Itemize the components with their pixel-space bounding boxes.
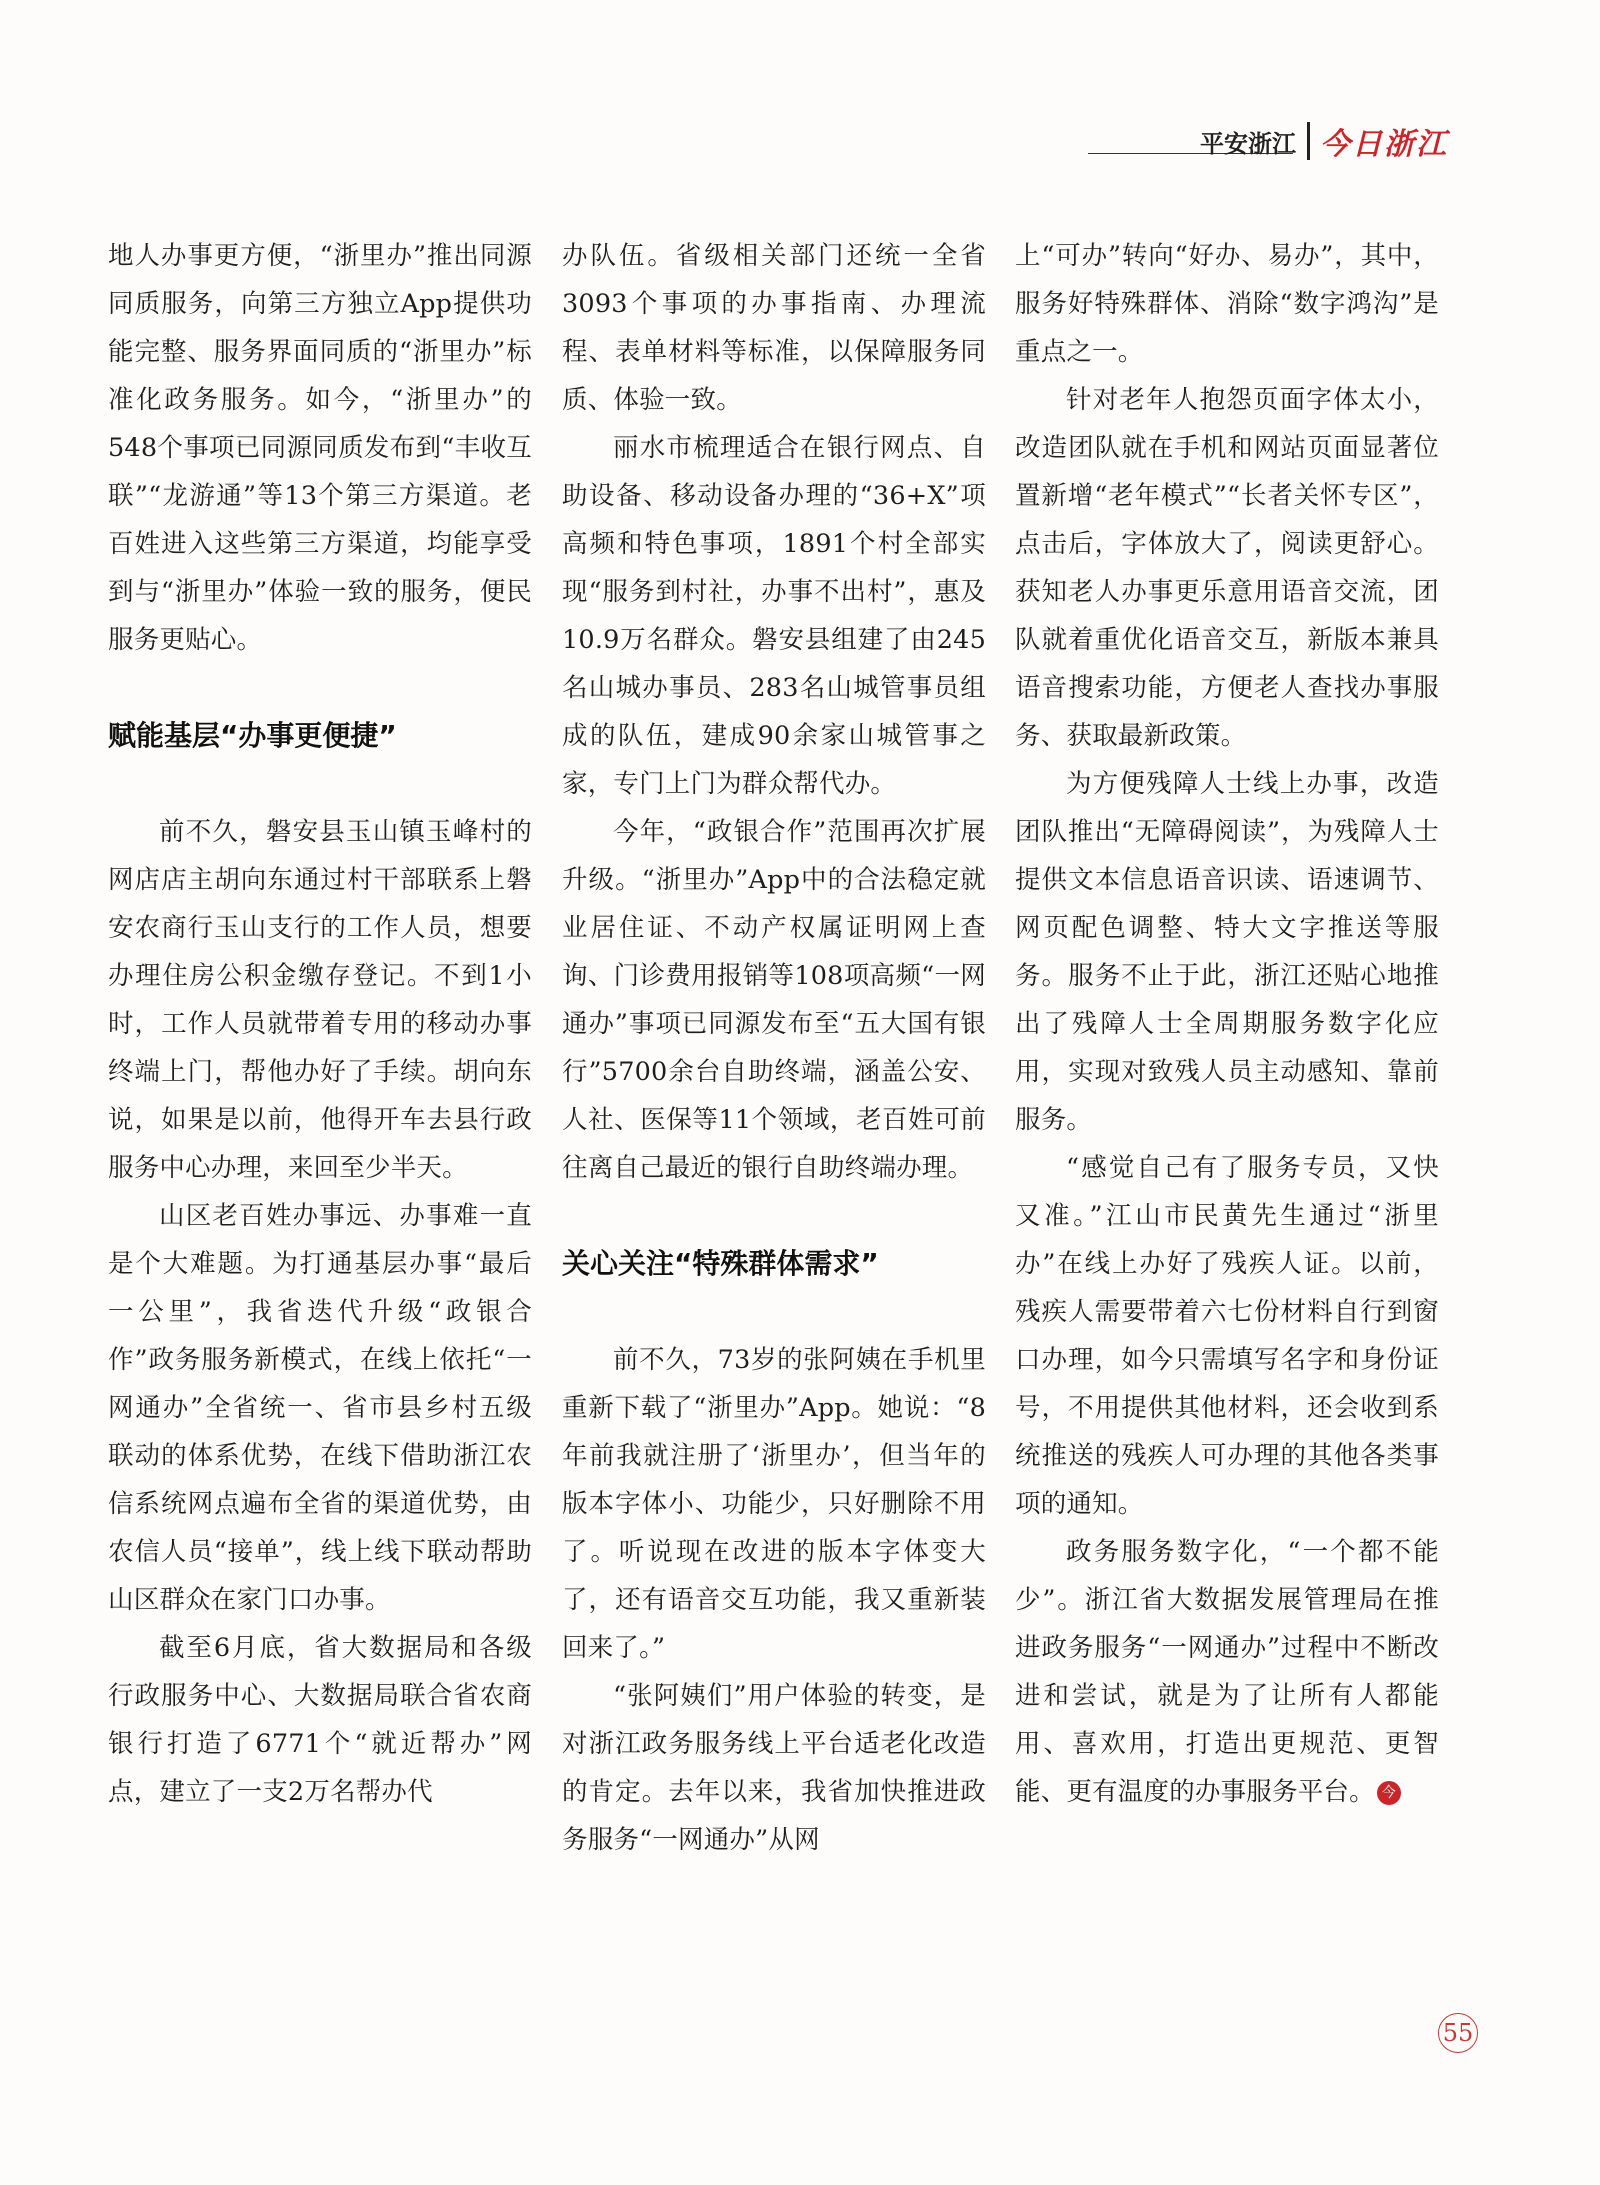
paragraph-final — [1015, 1528, 1439, 1816]
paragraph: 今年，“政银合作”范围再次扩展升级。“浙里办”App中的合法稳定就业居住证、不动产权属证明网上查询、门诊费用报销等108项高频“一网通办”事项已同源发布至“五大国有银行”5700余台自助终端，涵盖公安、人社、医保等11个领域，老百姓可前往离自己最近的银行自助终端办理。 — [562, 817, 986, 1183]
paragraph: 山区老百姓办事远、办事难一直是个大难题。为打通基层办事“最后一公里”，我省迭代升级“政银合作”政务服务新模式，在线上依托“一网通办”全省统一、省市县乡村五级联动的体系优势，在线下借助浙江农信系统网点遍布全省的渠道优势，由农信人员“接单”，线上线下联动帮助山区群众在家门口办事。 — [108, 1201, 532, 1615]
paragraph: 为方便残障人士线上办事，改造团队推出“无障碍阅读”，为残障人士提供文本信息语音识读、语速调节、网页配色调整、特大文字推送等服务。服务不止于此，浙江还贴心地推出了残障人士全周期服务数字化应用，实现对致残人员主动感知、靠前服务。 — [1015, 769, 1439, 1135]
paragraph: 前不久，73岁的张阿姨在手机里重新下载了“浙里办”App。她说：“8年前我就注册了‘浙里办’，但当年的版本字体小、功能少，只好删除不用了。听说现在改进的版本字体变大了，还有语音交互功能，我又重新装回来了。” — [562, 1345, 986, 1663]
article-column-1 — [108, 232, 532, 1816]
magazine-logo: 今日浙江 — [1320, 127, 1448, 162]
header-divider — [1307, 122, 1310, 160]
paragraph-text: 政务服务数字化，“一个都不能少”。浙江省大数据发展管理局在推进政务服务“一网通办”过程中不断改进和尝试，就是为了让所有人都能用、喜欢用，打造出更规范、更智能、更有温度的办事服务平台。 — [1015, 1537, 1439, 1807]
page-number: 55 — [1438, 2013, 1478, 2053]
paragraph: 办队伍。省级相关部门还统一全省3093个事项的办事指南、办理流程、表单材料等标准，以保障服务同质、体验一致。 — [562, 241, 986, 415]
article-end-icon: 今 — [1377, 1781, 1401, 1805]
paragraph: 地人办事更方便，“浙里办”推出同源同质服务，向第三方独立App提供功能完整、服务界面同质的“浙里办”标准化政务服务。如今，“浙里办”的548个事项已同源同质发布到“丰收互联”“龙游通”等13个第三方渠道。老百姓进入这些第三方渠道，均能享受到与“浙里办”体验一致的服务，便民服务更贴心。 — [108, 241, 532, 655]
section-label: 平安浙江 — [1200, 130, 1296, 158]
article-column-3 — [1015, 232, 1439, 1816]
article-column-2 — [562, 232, 986, 1864]
paragraph: “感觉自己有了服务专员，又快又准。”江山市民黄先生通过“浙里办”在线上办好了残疾人证。以前，残疾人需要带着六七份材料自行到窗口办理，如今只需填写名字和身份证号，不用提供其他材料，还会收到系统推送的残疾人可办理的其他各类事项的通知。 — [1015, 1153, 1439, 1519]
paragraph: 上“可办”转向“好办、易办”，其中，服务好特殊群体、消除“数字鸿沟”是重点之一。 — [1015, 241, 1439, 367]
paragraph: 丽水市梳理适合在银行网点、自助设备、移动设备办理的“36+X”项高频和特色事项，1891个村全部实现“服务到村社，办事不出村”，惠及10.9万名群众。磐安县组建了由245名山城办事员、283名山城管事员组成的队伍，建成90余家山城管事之家，专门上门为群众帮代办。 — [562, 433, 986, 799]
paragraph: 针对老年人抱怨页面字体太小，改造团队就在手机和网站页面显著位置新增“老年模式”“长者关怀专区”，点击后，字体放大了，阅读更舒心。获知老人办事更乐意用语音交流，团队就着重优化语音交互，新版本兼具语音搜索功能，方便老人查找办事服务、获取最新政策。 — [1015, 385, 1439, 751]
section-heading: 赋能基层“办事更便捷” — [108, 719, 397, 752]
paragraph: “张阿姨们”用户体验的转变，是对浙江政务服务线上平台适老化改造的肯定。去年以来，我省加快推进政务服务“一网通办”从网 — [562, 1681, 986, 1855]
paragraph: 前不久，磐安县玉山镇玉峰村的网店店主胡向东通过村干部联系上磐安农商行玉山支行的工作人员，想要办理住房公积金缴存登记。不到1小时，工作人员就带着专用的移动办事终端上门，帮他办好了手续。胡向东说，如果是以前，他得开车去县行政服务中心办理，来回至少半天。 — [108, 817, 532, 1183]
paragraph: 截至6月底，省大数据局和各级行政服务中心、大数据局联合省农商银行打造了6771个“就近帮办”网点，建立了一支2万名帮办代 — [108, 1633, 532, 1807]
section-heading: 关心关注“特殊群体需求” — [562, 1247, 879, 1280]
